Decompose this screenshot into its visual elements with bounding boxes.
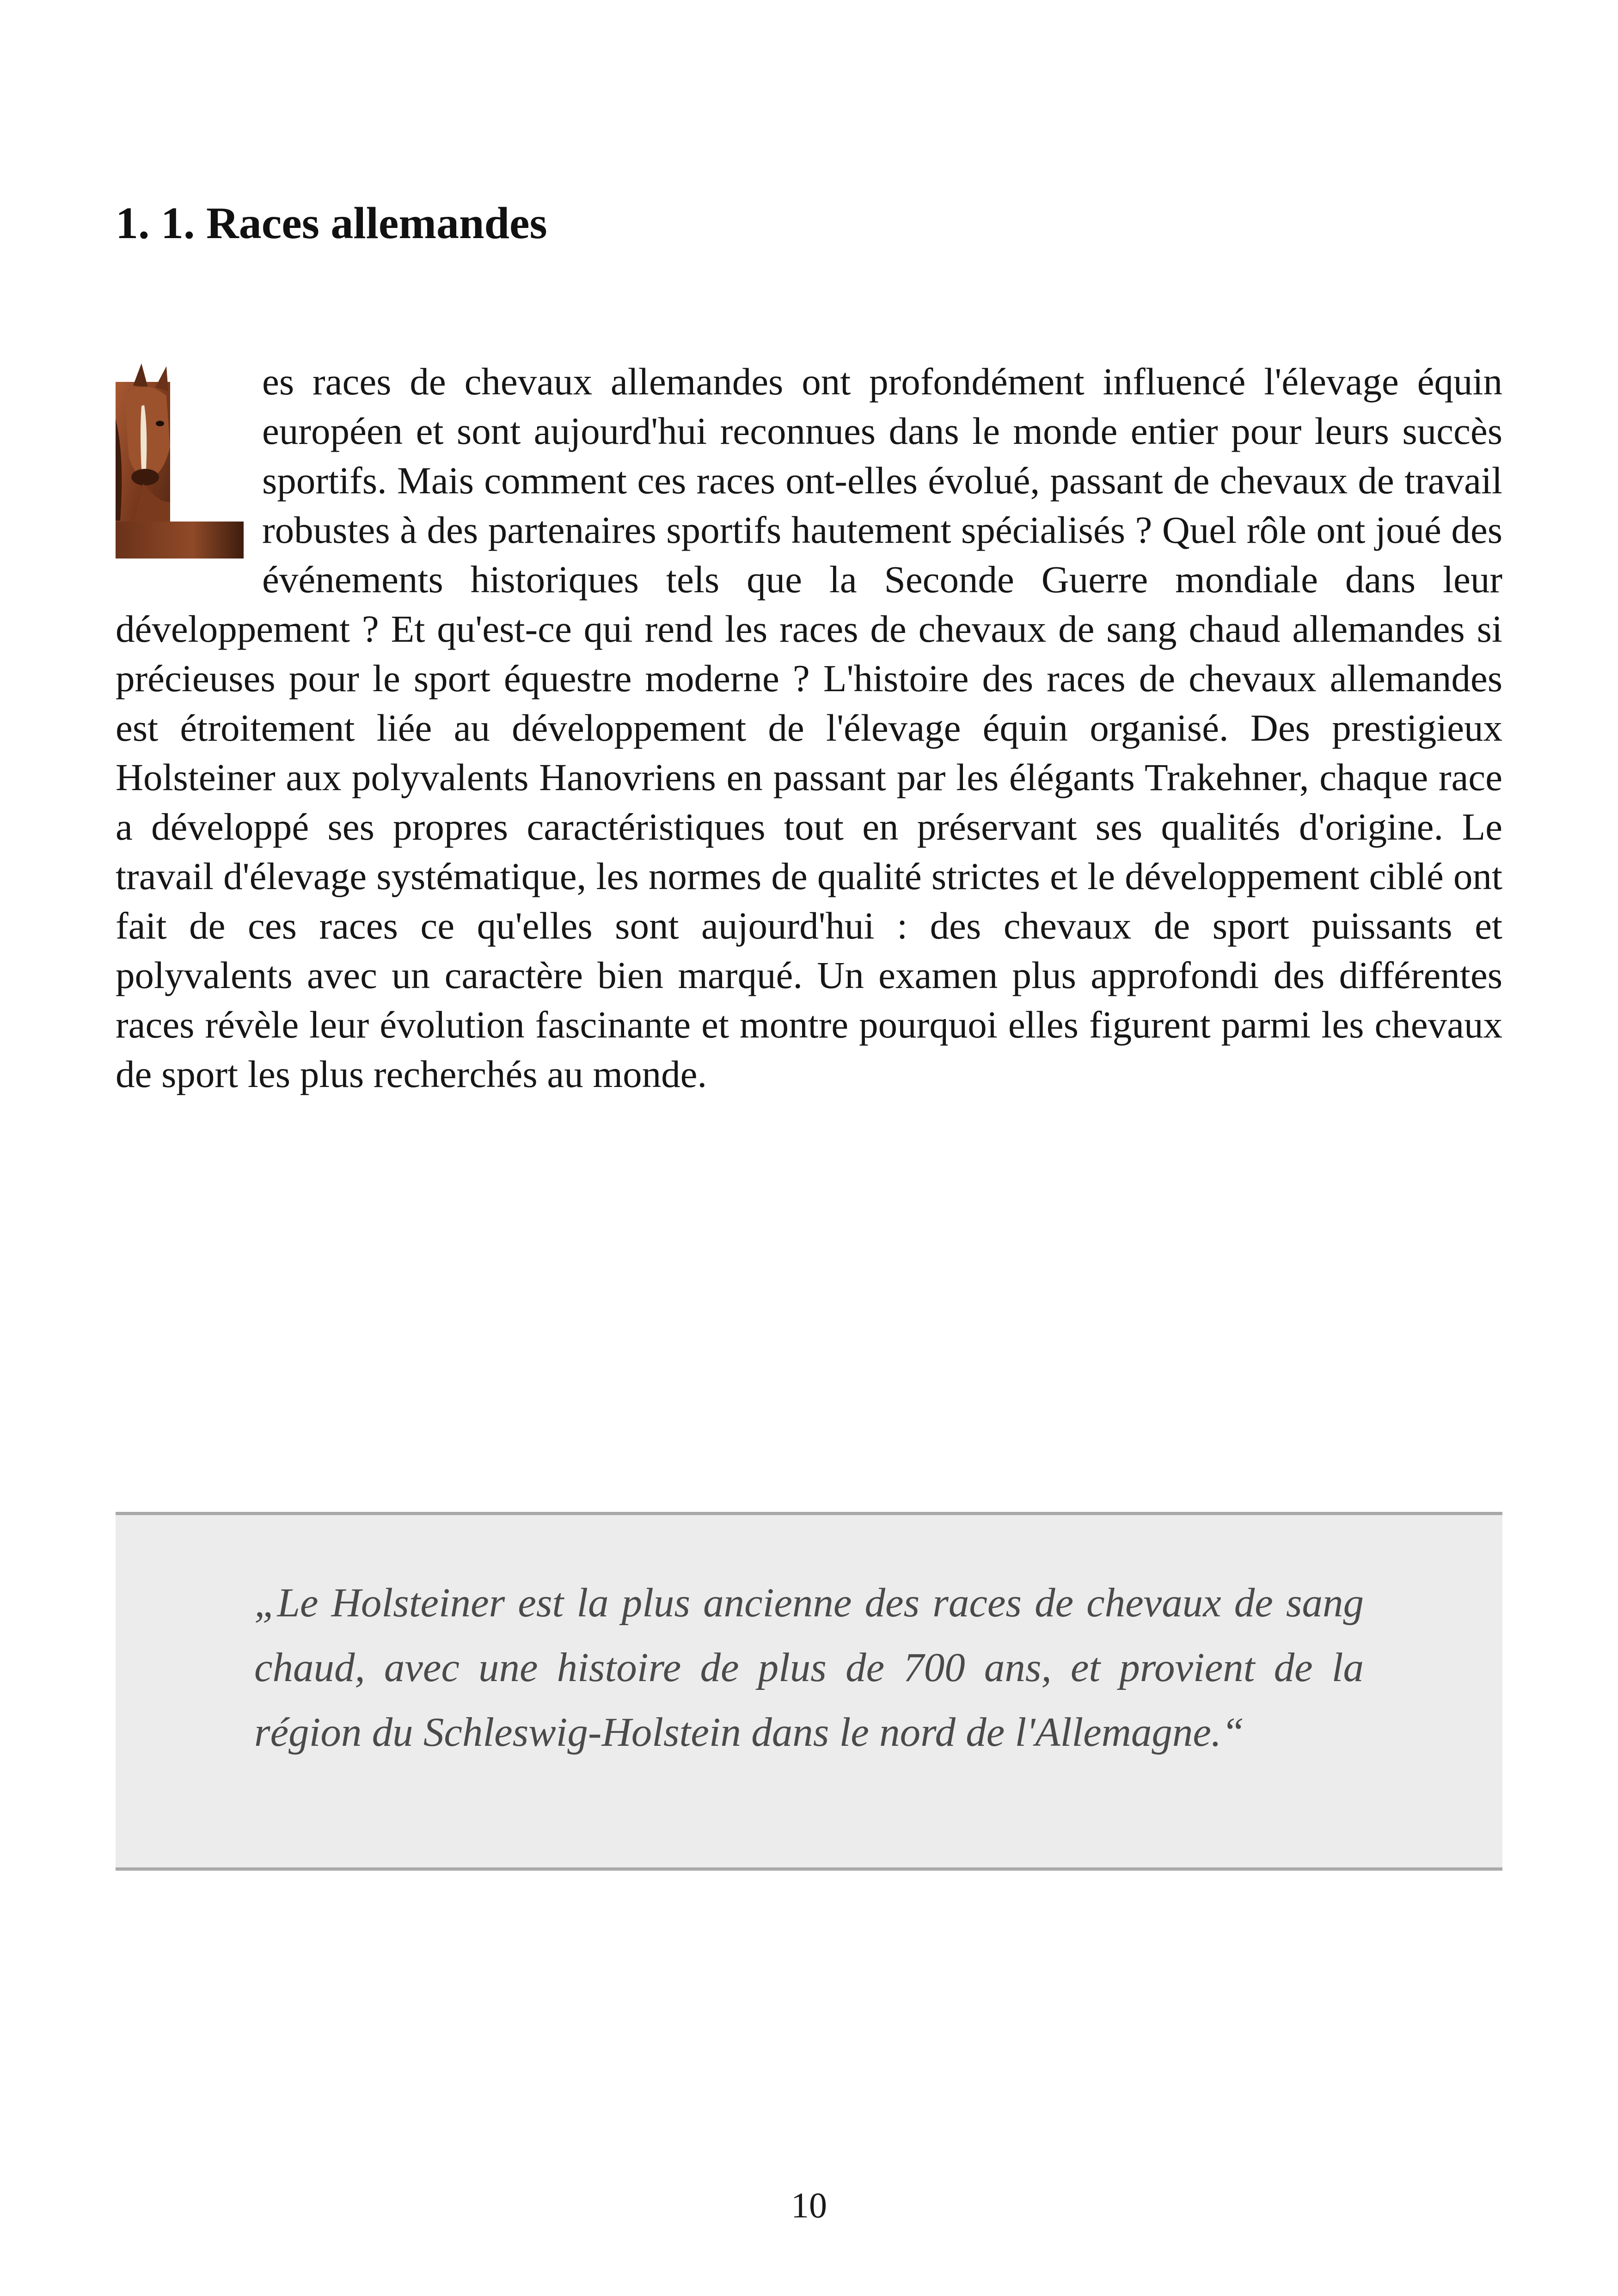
- horse-head-drop-cap-icon: [116, 363, 244, 559]
- section-heading: 1. 1. Races allemandes: [116, 198, 547, 248]
- body-paragraph: es races de chevaux allemandes ont profondément influencé l'élevage équin européen et sont aujourd'hui reconnues dans le monde entier pour leurs succès sportifs. Mais comment ces races ont-elles évolué, passant de chevaux de travail robustes à des partenaires sportifs hautement spécialisés ? Quel rôle ont joué des événements historiques tels que la Seconde Guerre mondiale dans leur développement ? Et qu'est-ce qui rend les races de chevaux de sang chaud allemandes si précieuses pour le sport équestre moderne ? L'histoire des races de chevaux allemandes est étroitement liée au développement de l'élevage équin organisé. Des prestigieux Holsteiner aux polyvalents Hanovriens en passant par les élégants Trakehner, chaque race a développé ses propres caractéristiques tout en préservant ses qualités d'origine. Le travail d'élevage systématique, les normes de qualité strictes et le développement ciblé ont fait de ces races ce qu'elles sont aujourd'hui : des chevaux de sport puissants et polyvalents avec un caractère bien marqué. Un examen plus approfondi des différentes races révèle leur évolution fascinante et montre pourquoi elles figurent parmi les chevaux de sport les plus recherchés au monde.: [116, 360, 1502, 1095]
- drop-cap-horse-letter-l: [116, 363, 244, 559]
- page-number: 10: [791, 2185, 827, 2225]
- quote-box: [116, 1512, 1502, 1871]
- quote-text: „Le Holsteiner est la plus ancienne des races de chevaux de sang chaud, avec une histoire de plus de 700 ans, et provient de la région du Schleswig-Holstein dans le nord de l'Allemagne.“: [254, 1580, 1364, 1755]
- body-section: [116, 357, 1502, 1099]
